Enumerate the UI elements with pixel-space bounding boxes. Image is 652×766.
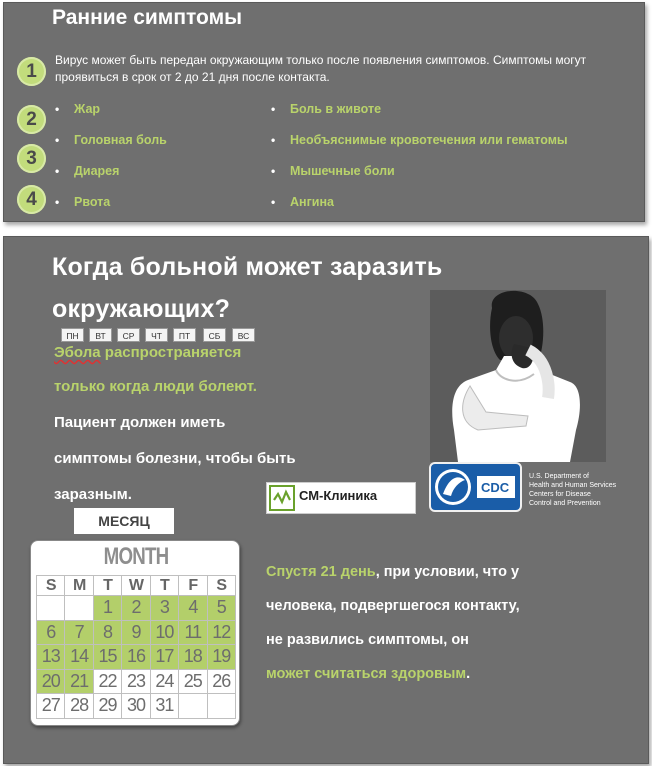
recovery-line-3: не развились симптомы, он (266, 632, 469, 648)
weekday-sat: СБ (203, 328, 226, 342)
patient-line-3: заразным. (54, 486, 132, 503)
calendar-weekday-header: F (179, 576, 207, 596)
calendar-day: 16 (122, 645, 150, 670)
ebola-line: Эбола распространяется (54, 344, 242, 361)
calendar-day: 29 (93, 694, 121, 719)
calendar-day (179, 694, 207, 719)
weekday-tue: ВТ (89, 328, 112, 342)
step-2-badge: 2 (17, 105, 46, 134)
contagion-title: Когда больной может заразить окружающих? (52, 253, 443, 323)
calendar-weekday-header: S (207, 576, 235, 596)
calendar-day: 3 (150, 596, 178, 621)
calendar-day: 30 (122, 694, 150, 719)
calendar-day (37, 596, 65, 621)
early-symptoms-title: Ранние симптомы (52, 6, 243, 29)
calendar-week-row (37, 596, 236, 621)
calendar-day: 20 (37, 669, 65, 694)
calendar-day: 12 (207, 620, 235, 645)
sm-clinic-icon (269, 485, 297, 513)
calendar-day: 26 (207, 669, 235, 694)
step-4-badge: 4 (17, 185, 46, 214)
cdc-hhs-logo (429, 462, 629, 514)
hhs-text: U.S. Department of Health and Human Services Centers for Disease Control and Prevention (529, 473, 617, 507)
calendar-week-row (37, 620, 236, 645)
calendar-day: 27 (37, 694, 65, 719)
weekday-thu: ЧТ (145, 328, 168, 342)
symptom-bleeding: • Необъяснимые кровотечения или гематомы (271, 133, 568, 147)
cdc-wordmark: CDC (481, 480, 510, 495)
calendar-weekday-header: W (122, 576, 150, 596)
calendar-day: 9 (122, 620, 150, 645)
step-3-badge: 3 (17, 144, 46, 173)
symptom-headache: • Головная боль (55, 133, 167, 147)
calendar-day: 21 (65, 669, 93, 694)
calendar-day: 8 (93, 620, 121, 645)
calendar-day: 5 (207, 596, 235, 621)
month-calendar (30, 540, 240, 726)
calendar-day: 1 (93, 596, 121, 621)
calendar-day: 7 (65, 620, 93, 645)
calendar-day: 2 (122, 596, 150, 621)
sm-clinic-name: СМ-Клиника (299, 488, 378, 503)
calendar-day: 17 (150, 645, 178, 670)
weekday-mon: ПН (61, 328, 84, 342)
calendar-weekday-header: T (150, 576, 178, 596)
calendar-day: 4 (179, 596, 207, 621)
weekday-wed: СР (117, 328, 140, 342)
sick-woman-illustration (430, 290, 606, 462)
calendar-day: 11 (179, 620, 207, 645)
early-symptoms-description: Вирус может быть передан окружающим только после появления симптомов. Симптомы могут проявиться в срок от 2 до 21 дня после контакта. (55, 53, 587, 84)
calendar-day: 28 (65, 694, 93, 719)
calendar-day: 31 (150, 694, 178, 719)
calendar-week-row (37, 669, 236, 694)
calendar-day: 6 (37, 620, 65, 645)
ebola-line-2: только когда люди болеют. (54, 378, 257, 395)
calendar-day: 13 (37, 645, 65, 670)
patient-line-2: симптомы болезни, чтобы быть (54, 450, 296, 467)
calendar-day: 14 (65, 645, 93, 670)
month-button[interactable]: МЕСЯЦ (74, 508, 174, 534)
weekday-sun: ВС (232, 328, 255, 342)
calendar-day: 22 (93, 669, 121, 694)
calendar-weekday-header: S (37, 576, 65, 596)
calendar-day: 23 (122, 669, 150, 694)
calendar-week-row (37, 645, 236, 670)
calendar-day: 24 (150, 669, 178, 694)
calendar-day: 25 (179, 669, 207, 694)
recovery-line-1: Спустя 21 день, при условии, что у (266, 564, 520, 580)
symptom-muscle-pain: • Мышечные боли (271, 164, 395, 178)
calendar-weekday-header: T (93, 576, 121, 596)
calendar-day (207, 694, 235, 719)
symptom-diarrhea: • Диарея (55, 164, 120, 178)
symptom-abdominal-pain: • Боль в животе (271, 102, 382, 116)
calendar-weekday-header: M (65, 576, 93, 596)
step-1-badge: 1 (17, 57, 46, 86)
calendar-day: 18 (179, 645, 207, 670)
calendar-grid (36, 575, 236, 719)
recovery-line-2: человека, подвергшегося контакту, (266, 598, 520, 614)
recovery-line-4: может считаться здоровым. (266, 666, 471, 682)
calendar-week-row (37, 694, 236, 719)
calendar-day: 19 (207, 645, 235, 670)
calendar-day: 10 (150, 620, 178, 645)
sm-clinic-logo (266, 482, 416, 514)
calendar-day (65, 596, 93, 621)
patient-line-1: Пациент должен иметь (54, 414, 226, 431)
calendar-day: 15 (93, 645, 121, 670)
cdc-logo-icon (429, 462, 522, 512)
symptom-sore-throat: • Ангина (271, 195, 334, 209)
symptom-vomiting: • Рвота (55, 195, 111, 209)
weekday-fri: ПТ (173, 328, 196, 342)
recovery-paragraph (266, 555, 646, 691)
calendar-title: MONTH (103, 543, 169, 570)
symptom-fever: • Жар (55, 102, 101, 116)
